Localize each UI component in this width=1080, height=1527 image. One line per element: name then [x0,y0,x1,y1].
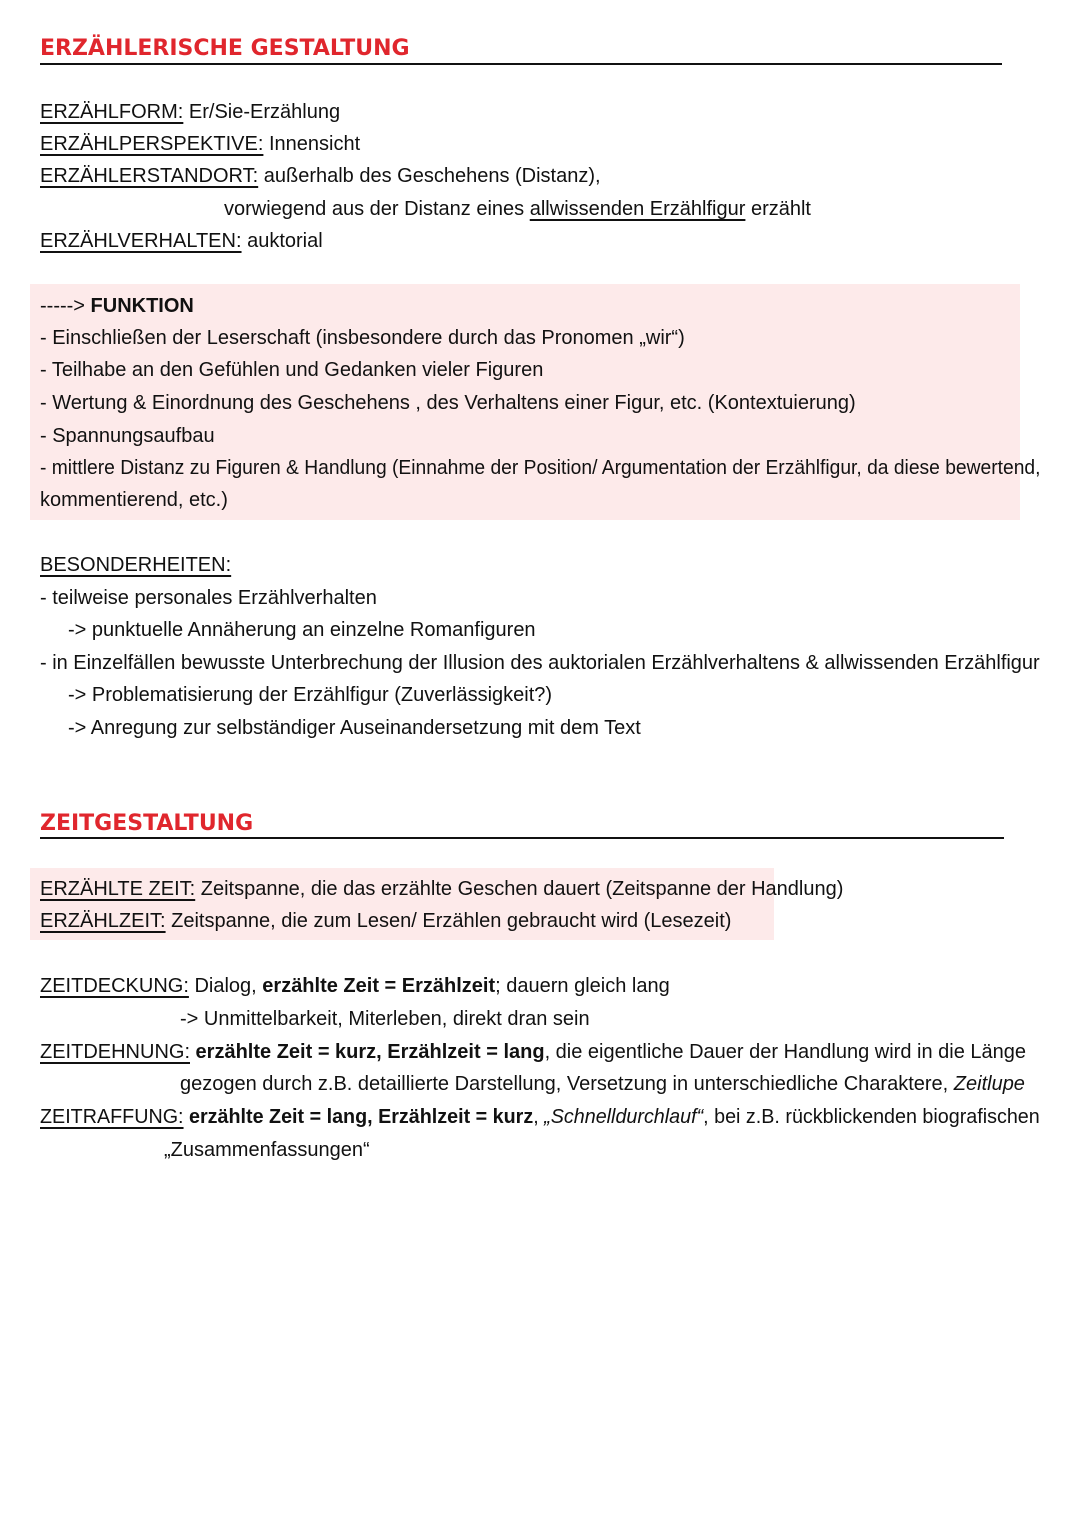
erzaehlverhalten-label: ERZÄHLVERHALTEN: [40,230,242,252]
standort-cont-text: vorwiegend aus der Distanz eines [224,198,530,220]
funktion-heading: FUNKTION [90,295,194,317]
erzaehlperspektive-label: ERZÄHLPERSPEKTIVE: [40,133,264,155]
zeitraffung-post: , bei z.B. rückblickenden biografischen [703,1106,1040,1128]
zeitdehnung-post: , die eigentliche Dauer der Handlung wird in die Länge [544,1041,1026,1063]
besonderheiten-label: BESONDERHEITEN: [40,554,232,576]
erzaehlte-zeit-value: Zeitspanne, die das erzählte Geschen dauert (Zeitspanne der Handlung) [195,878,844,900]
funktion-item: - Einschließen der Leserschaft (insbesondere durch das Pronomen „wir“) [40,327,685,349]
zeitdeckung-continuation: -> Unmittelbarkeit, Miterleben, direkt dran sein [180,1008,590,1030]
funktion-arrow: -----> [40,295,91,317]
zeitdehnung-label: ZEITDEHNUNG: [40,1041,190,1063]
erzaehlerstandort-label: ERZÄHLERSTANDORT: [40,165,259,187]
besonderheiten-line [40,549,231,581]
section-title-zeitgestaltung: ZEITGESTALTUNG [40,811,254,836]
funktion-heading-line [40,290,194,322]
erzaehlzeit-line [40,905,731,937]
zeitdeckung-bold: erzählte Zeit = Erzählzeit [262,975,496,997]
erzaehlte-zeit-line [40,873,843,905]
erzaehlperspektive-line [40,128,360,160]
besonderheiten-subitem: -> punktuelle Annäherung an einzelne Romanfiguren [68,619,536,641]
funktion-item: - Teilhabe an den Gefühlen und Gedanken vieler Figuren [40,359,544,381]
funktion-item: - Wertung & Einordnung des Geschehens , des Verhaltens einer Figur, etc. (Kontextuierung) [40,392,856,414]
erzaehlverhalten-value: auktorial [241,230,323,252]
erzaehlform-line [40,96,340,128]
erzaehlerstandort-line [40,160,601,192]
zeitraffung-bold: erzählte Zeit = lang, Erzählzeit = kurz [183,1106,534,1128]
funktion-item: kommentierend, etc.) [40,489,228,511]
funktion-item: - Spannungsaufbau [40,425,215,447]
erzaehlverhalten-line [40,225,323,257]
erzaehlform-value: Er/Sie-Erzählung [183,101,341,123]
section-divider [40,63,1002,65]
standort-cont-underlined: allwissenden Erzählfigur [529,198,746,220]
zeitraffung-line [40,1101,1040,1133]
besonderheiten-item: - teilweise personales Erzählverhalten [40,587,377,609]
section-title-erzaehlerische-gestaltung: ERZÄHLERISCHE GESTALTUNG [40,36,410,61]
zeitraffung-mid: , [533,1106,545,1128]
erzaehlte-zeit-label: ERZÄHLTE ZEIT: [40,878,196,900]
erzaehlerstandort-value: außerhalb des Geschehens (Distanz), [258,165,601,187]
besonderheiten-subitem: -> Problematisierung der Erzählfigur (Zuverlässigkeit?) [68,684,553,706]
zeitraffung-italic: „Schnelldurchlauf“ [544,1106,704,1128]
zeitraffung-label: ZEITRAFFUNG: [40,1106,184,1128]
standort-cont-post: erzählt [745,198,811,220]
besonderheiten-subitem: -> Anregung zur selbständiger Auseinandersetzung mit dem Text [68,717,641,739]
zeitdehnung-cont-text: gezogen durch z.B. detaillierte Darstellung, Versetzung in unterschiedliche Charaktere, [180,1073,954,1095]
zeitdeckung-pre: Dialog, [188,975,263,997]
erzaehlperspektive-value: Innensicht [263,133,361,155]
funktion-item: - mittlere Distanz zu Figuren & Handlung (Einnahme der Position/ Argumentation der Erzählfigur, da diese bewertend, [40,457,1041,479]
zeitdeckung-line [40,970,670,1002]
zeitdeckung-label: ZEITDECKUNG: [40,975,189,997]
erzaehlform-label: ERZÄHLFORM: [40,101,184,123]
zeitraffung-continuation: „Zusammenfassungen“ [164,1139,370,1161]
zeitdehnung-cont-italic: Zeitlupe [953,1073,1025,1095]
zeitdehnung-line [40,1036,1026,1068]
erzaehlerstandort-continuation [224,193,811,225]
zeitdeckung-post: ; dauern gleich lang [495,975,670,997]
erzaehlzeit-label: ERZÄHLZEIT: [40,910,166,932]
erzaehlzeit-value: Zeitspanne, die zum Lesen/ Erzählen gebraucht wird (Lesezeit) [165,910,732,932]
zeitdehnung-continuation [180,1068,1025,1100]
besonderheiten-item: - in Einzelfällen bewusste Unterbrechung der Illusion des auktorialen Erzählverhaltens & allwissenden Erzählfigur [40,652,1040,674]
section-divider [40,837,1004,839]
zeitdehnung-bold: erzählte Zeit = kurz, Erzählzeit = lang [190,1041,545,1063]
